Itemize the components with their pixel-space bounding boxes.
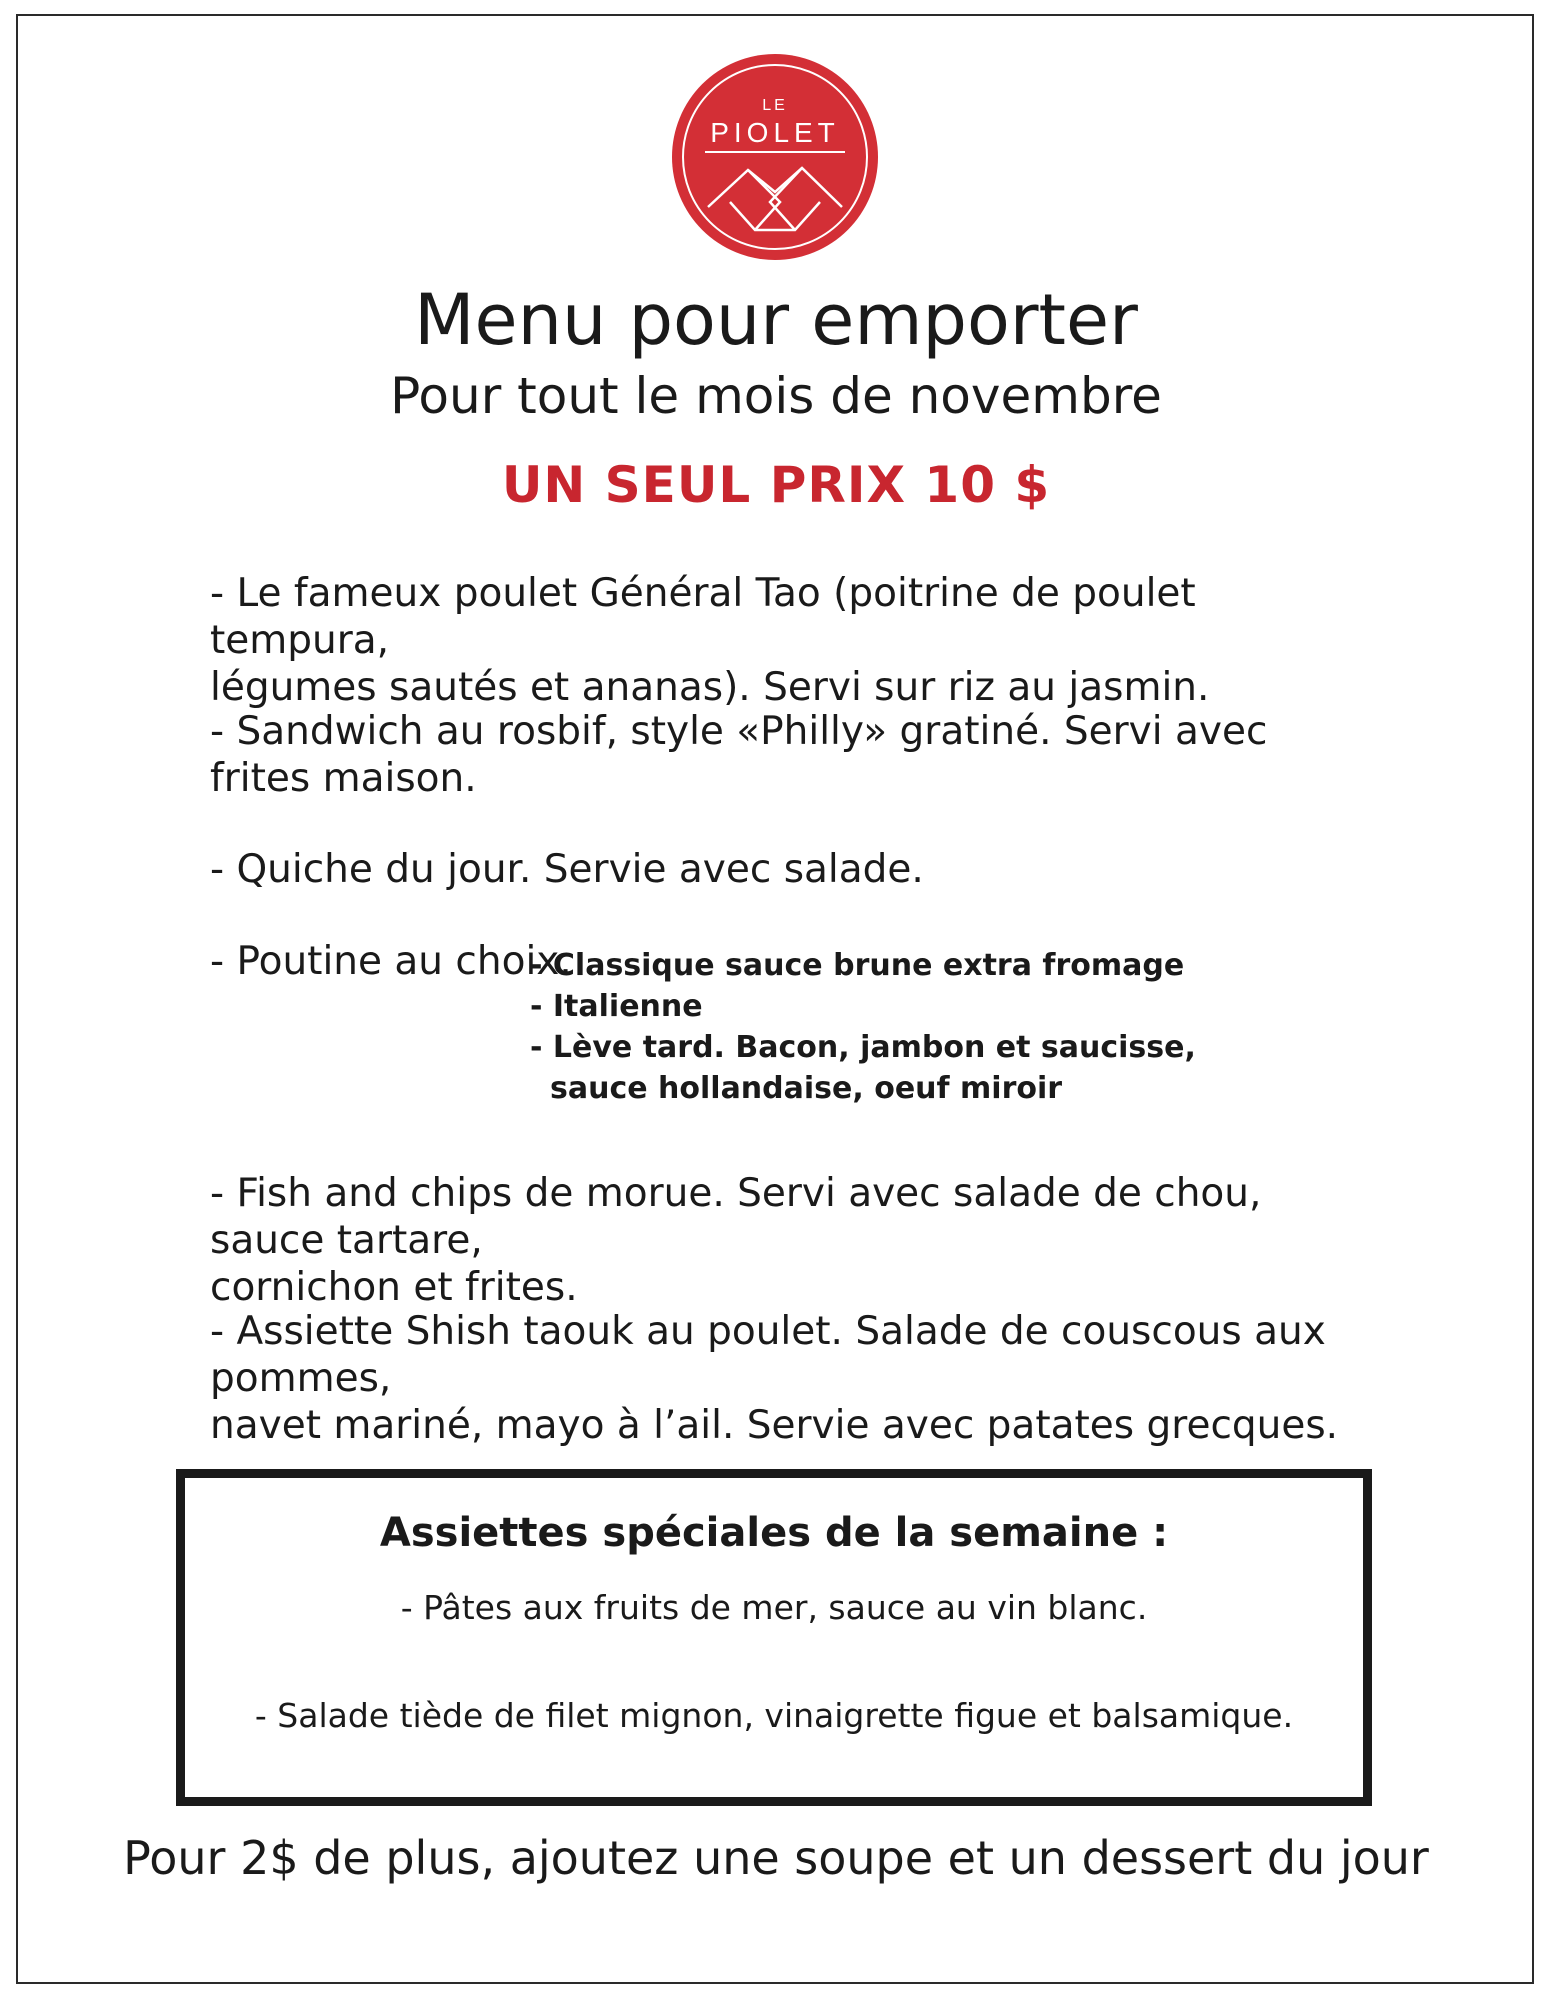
menu-item-line: - Le fameux poulet Général Tao (poitrine de poulet tempura,	[210, 571, 1196, 663]
menu-item-line: cornichon et frites.	[210, 1265, 578, 1310]
specials-title: Assiettes spéciales de la semaine :	[379, 1510, 1169, 1556]
poutine-options	[530, 945, 1196, 1109]
menu-item-general-tao	[210, 570, 1340, 711]
page-title: Menu pour emporter	[414, 279, 1138, 361]
footer-note: Pour 2$ de plus, ajoutez une soupe et un dessert du jour	[123, 1831, 1429, 1885]
poutine-option: sauce hollandaise, oeuf miroir	[550, 1071, 1063, 1106]
menu-item-shish-taouk	[210, 1308, 1340, 1449]
special-item: - Pâtes aux fruits de mer, sauce au vin blanc.	[400, 1588, 1148, 1627]
poutine-option: - Classique sauce brune extra fromage	[530, 948, 1185, 983]
menu-item-line: - Assiette Shish taouk au poulet. Salade de couscous aux pommes,	[210, 1309, 1326, 1401]
logo-text-piolet: PIOLET	[710, 117, 840, 148]
menu-item-line: - Quiche du jour. Servie avec salade.	[210, 847, 924, 892]
menu-item-line: frites maison.	[210, 756, 477, 801]
poutine-option: - Italienne	[530, 989, 703, 1024]
menu-item-line: - Poutine au choix.	[210, 939, 572, 984]
le-piolet-logo	[670, 52, 880, 262]
logo-text-le: LE	[762, 97, 788, 114]
menu-item-line: - Sandwich au rosbif, style «Philly» gratiné. Servi avec	[210, 709, 1268, 754]
menu-item-line: navet mariné, mayo à l’ail. Servie avec patates grecques.	[210, 1403, 1339, 1448]
menu-item-fish-and-chips	[210, 1170, 1340, 1311]
price-banner: UN SEUL PRIX 10 $	[501, 456, 1051, 514]
poutine-option: - Lève tard. Bacon, jambon et saucisse,	[530, 1030, 1196, 1065]
menu-item-line: légumes sautés et ananas). Servi sur riz au jasmin.	[210, 665, 1210, 710]
weekly-specials-box	[176, 1469, 1372, 1806]
menu-item-sandwich-rosbif	[210, 708, 1340, 802]
menu-item-line: - Fish and chips de morue. Servi avec salade de chou, sauce tartare,	[210, 1171, 1262, 1263]
special-item: - Salade tiède de filet mignon, vinaigrette figue et balsamique.	[254, 1696, 1294, 1735]
menu-item-quiche	[210, 846, 1340, 893]
page-subtitle: Pour tout le mois de novembre	[390, 367, 1162, 425]
